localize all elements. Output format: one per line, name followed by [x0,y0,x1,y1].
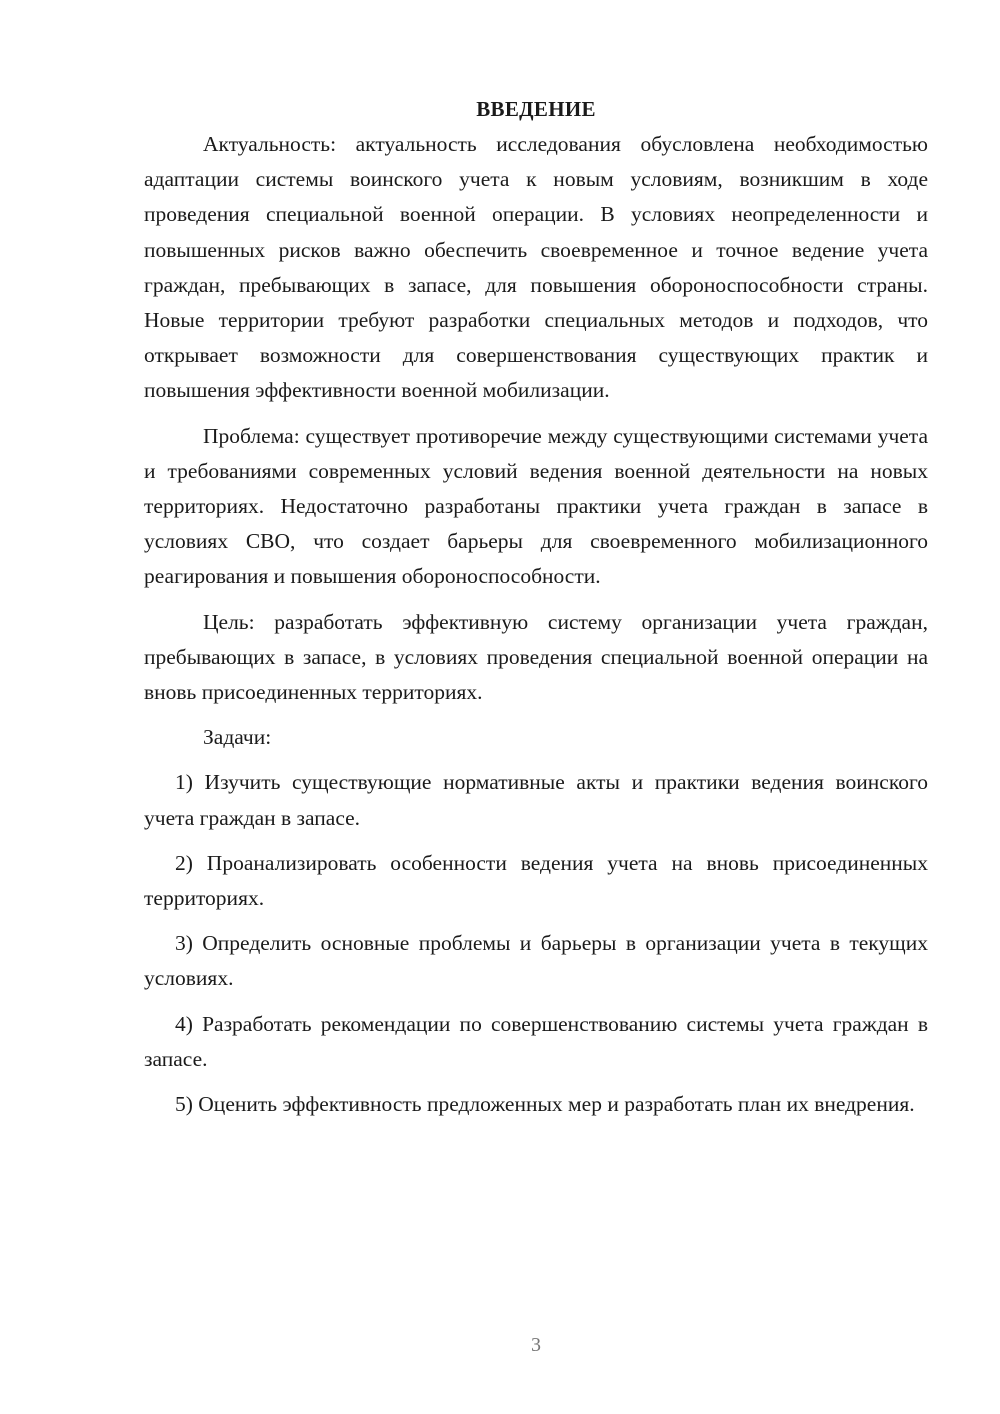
paragraph-problem: Проблема: существует противоречие между существующими системами учета и требованиями современных условий ведения военной деятельности на новых территориях. Недостаточно разработаны практики учета граждан в запасе в условиях СВО, что создает барьеры для своевременного мобилизационного реагирования и повышения обороноспособности. [144,423,928,589]
task-item-1: 1) Изучить существующие нормативные акты и практики ведения воинского учета граждан в запасе. [144,770,928,830]
paragraph-relevance: Актуальность: актуальность исследования обусловлена необходимостью адаптации системы воинского учета к новым условиям, возникшим в ходе проведения специальной военной операции. В условиях неопределенности и повышенных рисков важно обеспечить своевременное и точное ведение учета граждан, пребывающих в запасе, для повышения обороноспособности страны. Новые территории требуют разработки специальных методов и подходов, что открывает возможности для совершенствования существующих практик и повышения эффективности военной мобилизации. [144,132,928,403]
section-title: ВВЕДЕНИЕ [476,97,596,121]
tasks-label: Задачи: [203,725,272,750]
document-page [144,92,928,1122]
task-item-5: 5) Оценить эффективность предложенных мер и разработать план их внедрения. [175,1092,915,1117]
task-item-4: 4) Разработать рекомендации по совершенствованию системы учета граждан в запасе. [144,1011,928,1071]
task-item-3: 3) Определить основные проблемы и барьеры в организации учета в текущих условиях. [144,931,928,991]
paragraph-goal: Цель: разработать эффективную систему организации учета граждан, пребывающих в запасе, в условиях проведения специальной военной операции на вновь присоединенных территориях. [144,609,928,705]
page-number: 3 [531,1334,541,1356]
task-item-2: 2) Проанализировать особенности ведения учета на вновь присоединенных территориях. [144,850,928,911]
